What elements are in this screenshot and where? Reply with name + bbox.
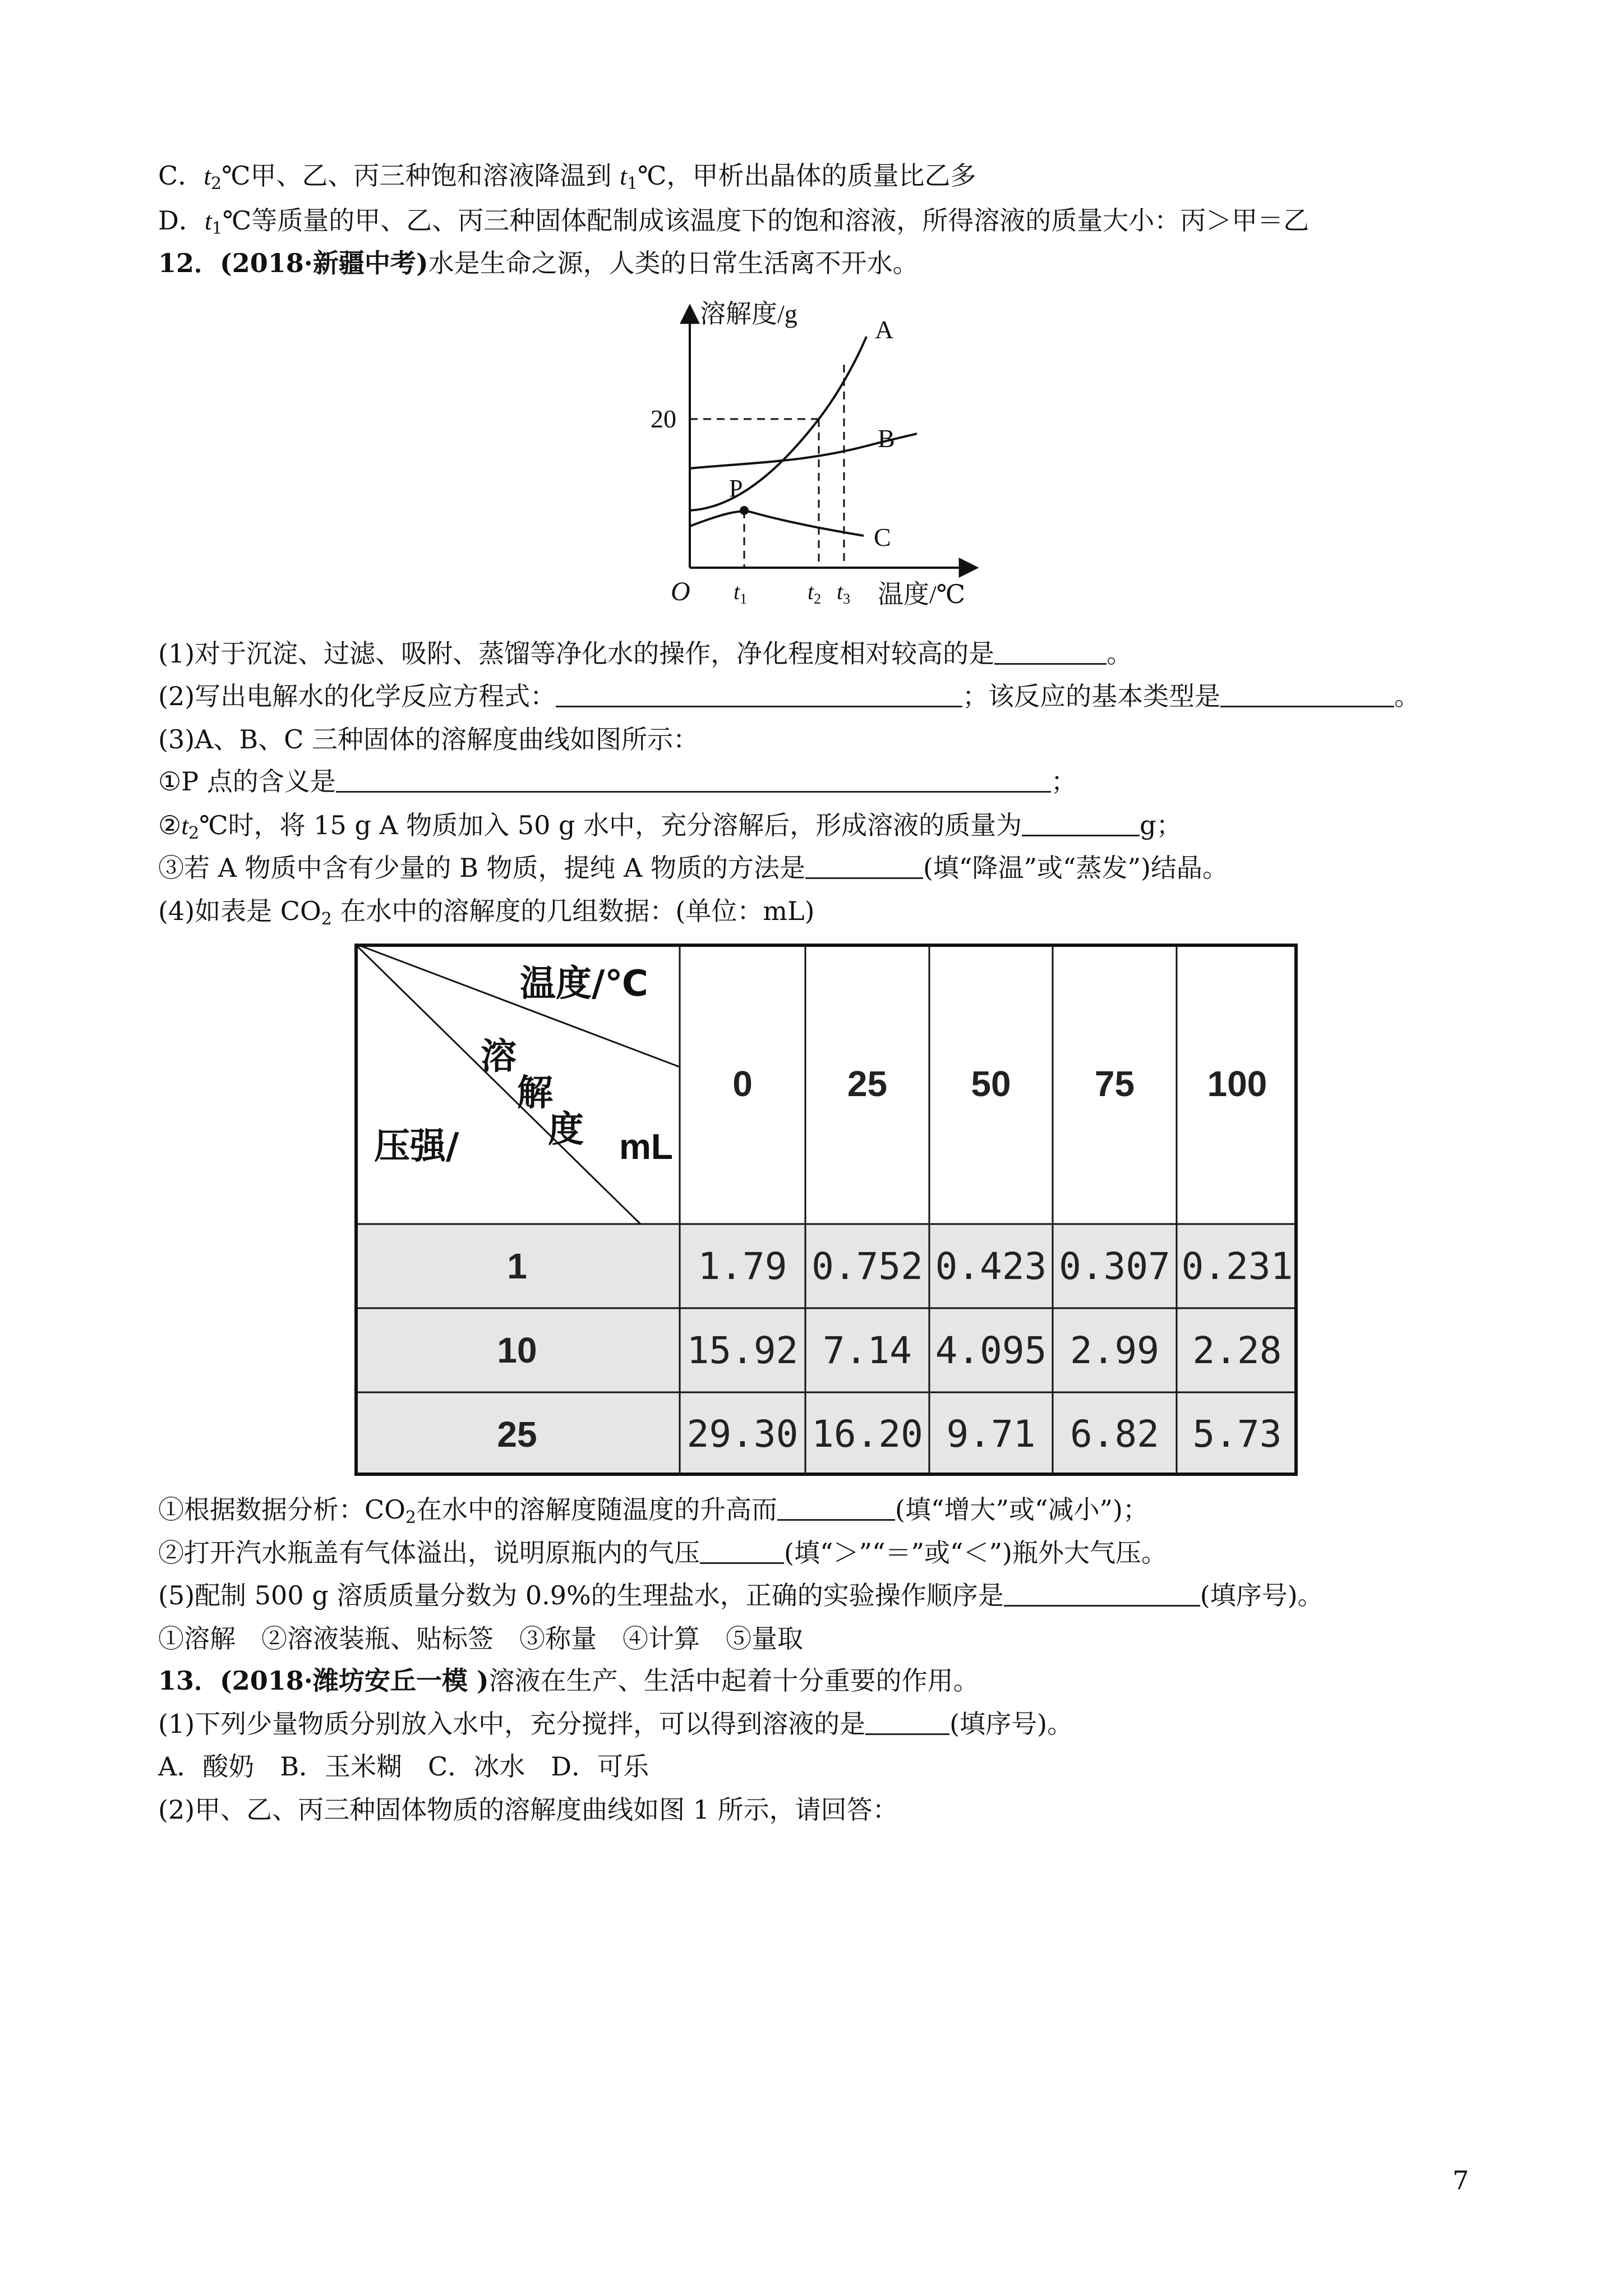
q12-part4b: ②打开汽水瓶盖有气体溢出，说明原瓶内的气压 (填“＞”“＝”或“＜”)瓶外大气压。 [158,1538,1167,1568]
series-label-a: A [875,315,894,344]
col-temp-0: 0 [732,1064,753,1104]
table-cell: 5.73 [1192,1412,1282,1456]
q12-part1: (1)对于沉淀、过滤、吸附、蒸馏等净化水的操作，净化程度相对较高的是 。 [158,638,1133,669]
q12-part4a: ①根据数据分析：$CO_2$在水中的溶解度随温度的升高而 (填“增大”或“减小”)； [158,1494,1149,1527]
curve-a [690,337,866,510]
question-13-stem: 13．(2018·潍坊安丘一模 )溶液在生产、生活中起着十分重要的作用。 [158,1665,979,1696]
header-du: 度 [548,1109,584,1151]
origin-label: O [671,577,690,606]
q12-part3a: ①P 点的含义是 ； [158,766,1077,797]
answer-blank[interactable] [336,769,1051,793]
answer-blank[interactable] [805,855,923,879]
x-tick-t1: $t_1$ [734,579,748,607]
point-label-p: P [729,475,743,502]
header-temperature: 温度/℃ [520,963,648,1005]
row-pressure-10: 10 [497,1330,537,1370]
q12-part3: (3)A、B、C 三种固体的溶解度曲线如图所示： [158,724,699,754]
co2-solubility-table [354,944,1298,1476]
table-cell: 6.82 [1070,1412,1159,1456]
question-12-stem: 12．(2018·新疆中考)水是生命之源，人类的日常生活离不开水。 [158,248,919,278]
curve-c [690,511,864,536]
table-cell: 0.231 [1181,1244,1293,1288]
series-label-b: B [878,424,895,453]
q12-part2: (2)写出电解水的化学反应方程式： ；该反应的基本类型是 。 [158,681,1421,711]
header-unit: mL [619,1126,673,1167]
col-temp-75: 75 [1094,1064,1135,1104]
answer-blank[interactable] [1022,812,1140,836]
table-cell: 9.71 [946,1412,1036,1456]
table-cell: 2.99 [1070,1328,1159,1372]
answer-blank[interactable] [700,1540,784,1564]
table-cell: 0.307 [1059,1244,1170,1288]
header-rong: 溶 [481,1036,517,1078]
table-cell: 15.92 [686,1328,799,1372]
q13-part1-options: A．酸奶 B．玉米糊 C．冰水 D．可乐 [158,1751,649,1782]
page-number: 7 [1453,2165,1469,2196]
solubility-chart [617,295,998,614]
answer-blank[interactable] [1220,683,1394,707]
table-cell: 7.14 [823,1328,912,1372]
x-tick-t3: $t_3$ [837,579,851,607]
series-label-c: C [874,523,891,551]
table-cell: 2.28 [1192,1328,1282,1372]
x-tick-t2: $t_2$ [808,579,822,607]
option-c: C．$t_2℃$甲、乙、丙三种饱和溶液降温到 $t_1℃$，甲析出晶体的质量比乙多 [158,160,976,194]
q12-part5: (5)配制 500 g 溶质质量分数为 0.9%的生理盐水，正确的实验操作顺序是 (填序号)。 [158,1580,1324,1611]
table-cell: 4.095 [935,1328,1047,1372]
q12-part4: (4)如表是 $CO_2$ 在水中的溶解度的几组数据：(单位：mL) [158,896,815,929]
col-temp-50: 50 [971,1064,1011,1104]
row-pressure-25: 25 [497,1414,537,1455]
answer-blank[interactable] [1004,1582,1200,1607]
x-axis-label: 温度/℃ [878,580,966,609]
q13-part2: (2)甲、乙、丙三种固体物质的溶解度曲线如图 1 所示，请回答： [158,1795,898,1825]
q12-part5-options: ①溶解 ②溶液装瓶、贴标签 ③称量 ④计算 ⑤量取 [158,1623,803,1654]
table-cell: 16.20 [811,1412,923,1456]
table-cell: 0.423 [935,1244,1047,1288]
answer-blank[interactable] [777,1497,895,1521]
col-temp-25: 25 [847,1064,888,1104]
table-cell: 1.79 [698,1244,787,1288]
row-pressure-1: 1 [507,1246,527,1286]
table-cell: 0.752 [811,1244,923,1288]
q12-part3b: $②t_2℃$时，将 15 g A 物质加入 50 g 水中，充分溶解后，形成溶液的质量为 g； [158,810,1182,843]
header-pressure: 压强/ [374,1126,459,1167]
header-jie: 解 [517,1073,553,1114]
option-d: D．$t_1℃$等质量的甲、乙、丙三种固体配制成该温度下的饱和溶液，所得溶液的质量大小：丙＞甲＝乙 [158,205,1310,238]
col-temp-100: 100 [1207,1064,1267,1104]
q12-part3c: ③若 A 物质中含有少量的 B 物质，提纯 A 物质的方法是 (填“降温”或“蒸发”)结晶。 [158,853,1228,883]
answer-blank[interactable] [556,683,962,707]
y-tick-20: 20 [651,404,676,433]
answer-blank[interactable] [865,1711,949,1735]
q13-part1: (1)下列少量物质分别放入水中，充分搅拌，可以得到溶液的是 (填序号)。 [158,1709,1073,1739]
point-p [740,506,749,515]
answer-blank[interactable] [994,641,1106,665]
y-axis-label: 溶解度/g [700,300,797,328]
table-cell: 29.30 [686,1412,799,1456]
